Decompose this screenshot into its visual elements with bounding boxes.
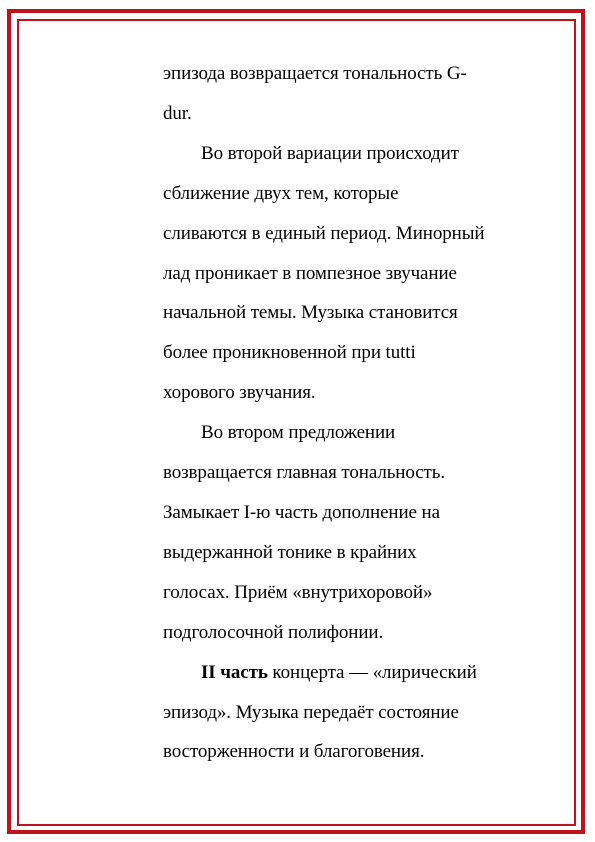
text-line: восторженности и благоговения. — [163, 741, 425, 763]
text-line — [163, 653, 538, 693]
document-body — [163, 54, 538, 772]
text-line: голосах. Приём «внутрихоровой» — [163, 581, 433, 603]
text-line: лад проникает в помпезное звучание — [163, 262, 457, 284]
text-line: Во второй вариации происходит — [201, 142, 459, 164]
text-line: хорового звучания. — [163, 382, 316, 404]
text-line: сближение двух тем, которые — [163, 182, 399, 204]
text-line: подголосочной полифонии. — [163, 621, 384, 643]
text-line: Замыкает I-ю часть дополнение на — [163, 501, 440, 523]
section-heading-bold: II часть — [201, 661, 268, 683]
text-line: возвращается главная тональность. — [163, 462, 445, 484]
text-line: эпизода возвращается тональность G- — [163, 63, 467, 84]
text-line: сливаются в единый период. Минорный — [163, 222, 485, 244]
text-line: более проникновенной при tutti — [163, 342, 416, 364]
text-line: эпизод». Музыка передаёт состояние — [163, 701, 459, 723]
text-line: dur. — [163, 102, 192, 124]
text-line: Во втором предложении — [201, 422, 396, 444]
text-line-remainder: концерта — «лирический — [267, 661, 477, 683]
text-line: выдержанной тонике в крайних — [163, 541, 417, 563]
text-line: начальной темы. Музыка становится — [163, 302, 458, 324]
